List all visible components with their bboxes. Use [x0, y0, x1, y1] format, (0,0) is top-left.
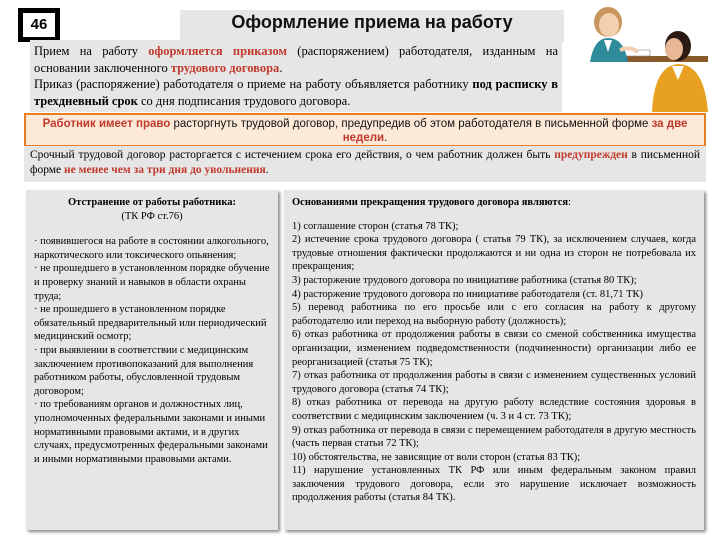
slide-number: 46: [23, 13, 55, 37]
list-item: · не прошедшего в установленном порядке обучение и проверку знаний и навыков в области охраны труда;: [34, 263, 270, 302]
list-item: · появившегося на работе в состоянии алкогольного, наркотического или токсического опьянения;: [34, 236, 269, 261]
page-title: Оформление приема на работу: [231, 12, 513, 32]
list-item: · по требованиям органов и должностных лиц, уполномоченных федеральными законами и иными нормативными правовыми актами, и в других случаях, предусмотренных федеральными законами и иными нормативными правовыми актами.: [34, 399, 268, 465]
highlight-contract: трудового договора: [170, 60, 280, 75]
list-item: 6) отказ работника от продолжения работы в связи со сменой собственника имущества организации, изменением подведомственности (подчиненности) организации либо ее реорганизацией (статья 75 ТК);: [292, 329, 696, 368]
fixed-term-contract-note: Срочный трудовой договор расторгается с истечением срока его действия, о чем работник должен быть предупрежден в письменной форме не менее чем за три дня до увольнения.: [24, 146, 706, 182]
termination-heading: Основаниями прекращения трудового договора являются:: [292, 197, 571, 208]
list-item: · при выявлении в соответствии с медицинским заключением противопоказаний для выполнения работником работы, обусловленной трудовым договором;: [34, 344, 254, 397]
slide-number-badge: [18, 8, 60, 42]
list-item: 11) нарушение установленных ТК РФ или иным федеральным законом правил заключения трудового договора, если это нарушение исключает возможность продолжения работы (статья 84 ТК).: [292, 465, 696, 504]
list-item: · не прошедшего в установленном порядке обязательный предварительный или периодический медицинский осмотр;: [34, 304, 267, 343]
highlight-receipt: под расписку в трехдневный срок: [34, 77, 558, 108]
resignation-notice: Работник имеет право расторгнуть трудовой договор, предупредив об этом работодателя в письменной форме за две недели.: [24, 113, 706, 147]
man-figure-icon: [652, 31, 708, 112]
office-meeting-icon: [580, 0, 710, 112]
suspension-subheading: (ТК РФ ст.76): [121, 210, 183, 222]
highlight-order: оформляется приказом: [148, 44, 288, 58]
list-item: 7) отказ работника от продолжения работы в связи с изменением существенных условий трудового договора (статья 74 ТК);: [292, 370, 696, 395]
suspension-panel: [26, 190, 278, 530]
intro-paragraph: Прием на работу оформляется приказом (распоряжением) работодателя, изданным на основании заключенного трудового договора. Приказ (распоряжение) работодателя о приеме на работу объявляется работнику под расписку в трехдневный срок со дня подписания трудового договора.: [30, 40, 562, 112]
list-item: 4) расторжение трудового договора по инициативе работодателя (ст. 81,71 ТК): [292, 288, 643, 300]
list-item: 5) перевод работника по его просьбе или с его согласия на работу к другому работодателю или переход на выборную работу (должность);: [292, 302, 696, 327]
list-item: 3) расторжение трудового договора по инициативе работника (статья 80 ТК);: [292, 274, 637, 286]
list-item: 1) соглашение сторон (статья 78 ТК);: [292, 220, 459, 232]
list-item: 9) отказ работника от перевода в связи с перемещением работодателя в другую местность (часть первая статьи 72 ТК);: [292, 424, 696, 450]
suspension-heading: Отстранение от работы работника:: [68, 197, 236, 208]
list-item: 10) обстоятельства, не зависящие от воли сторон (статья 83 ТК);: [292, 451, 581, 463]
list-item: 2) истечение срока трудового договора ( статья 79 ТК), за исключением случаев, когда трудовые отношения фактически продолжаются и ни одна из сторон не потребовала их прекращения;: [292, 234, 696, 273]
list-item: 8) отказ работника от перевода на другую работу вследствие состояния здоровья в соответствии с медицинским заключением (ч. 3 и 4 ст. 73 ТК);: [292, 397, 696, 422]
termination-grounds-panel: [284, 190, 704, 530]
